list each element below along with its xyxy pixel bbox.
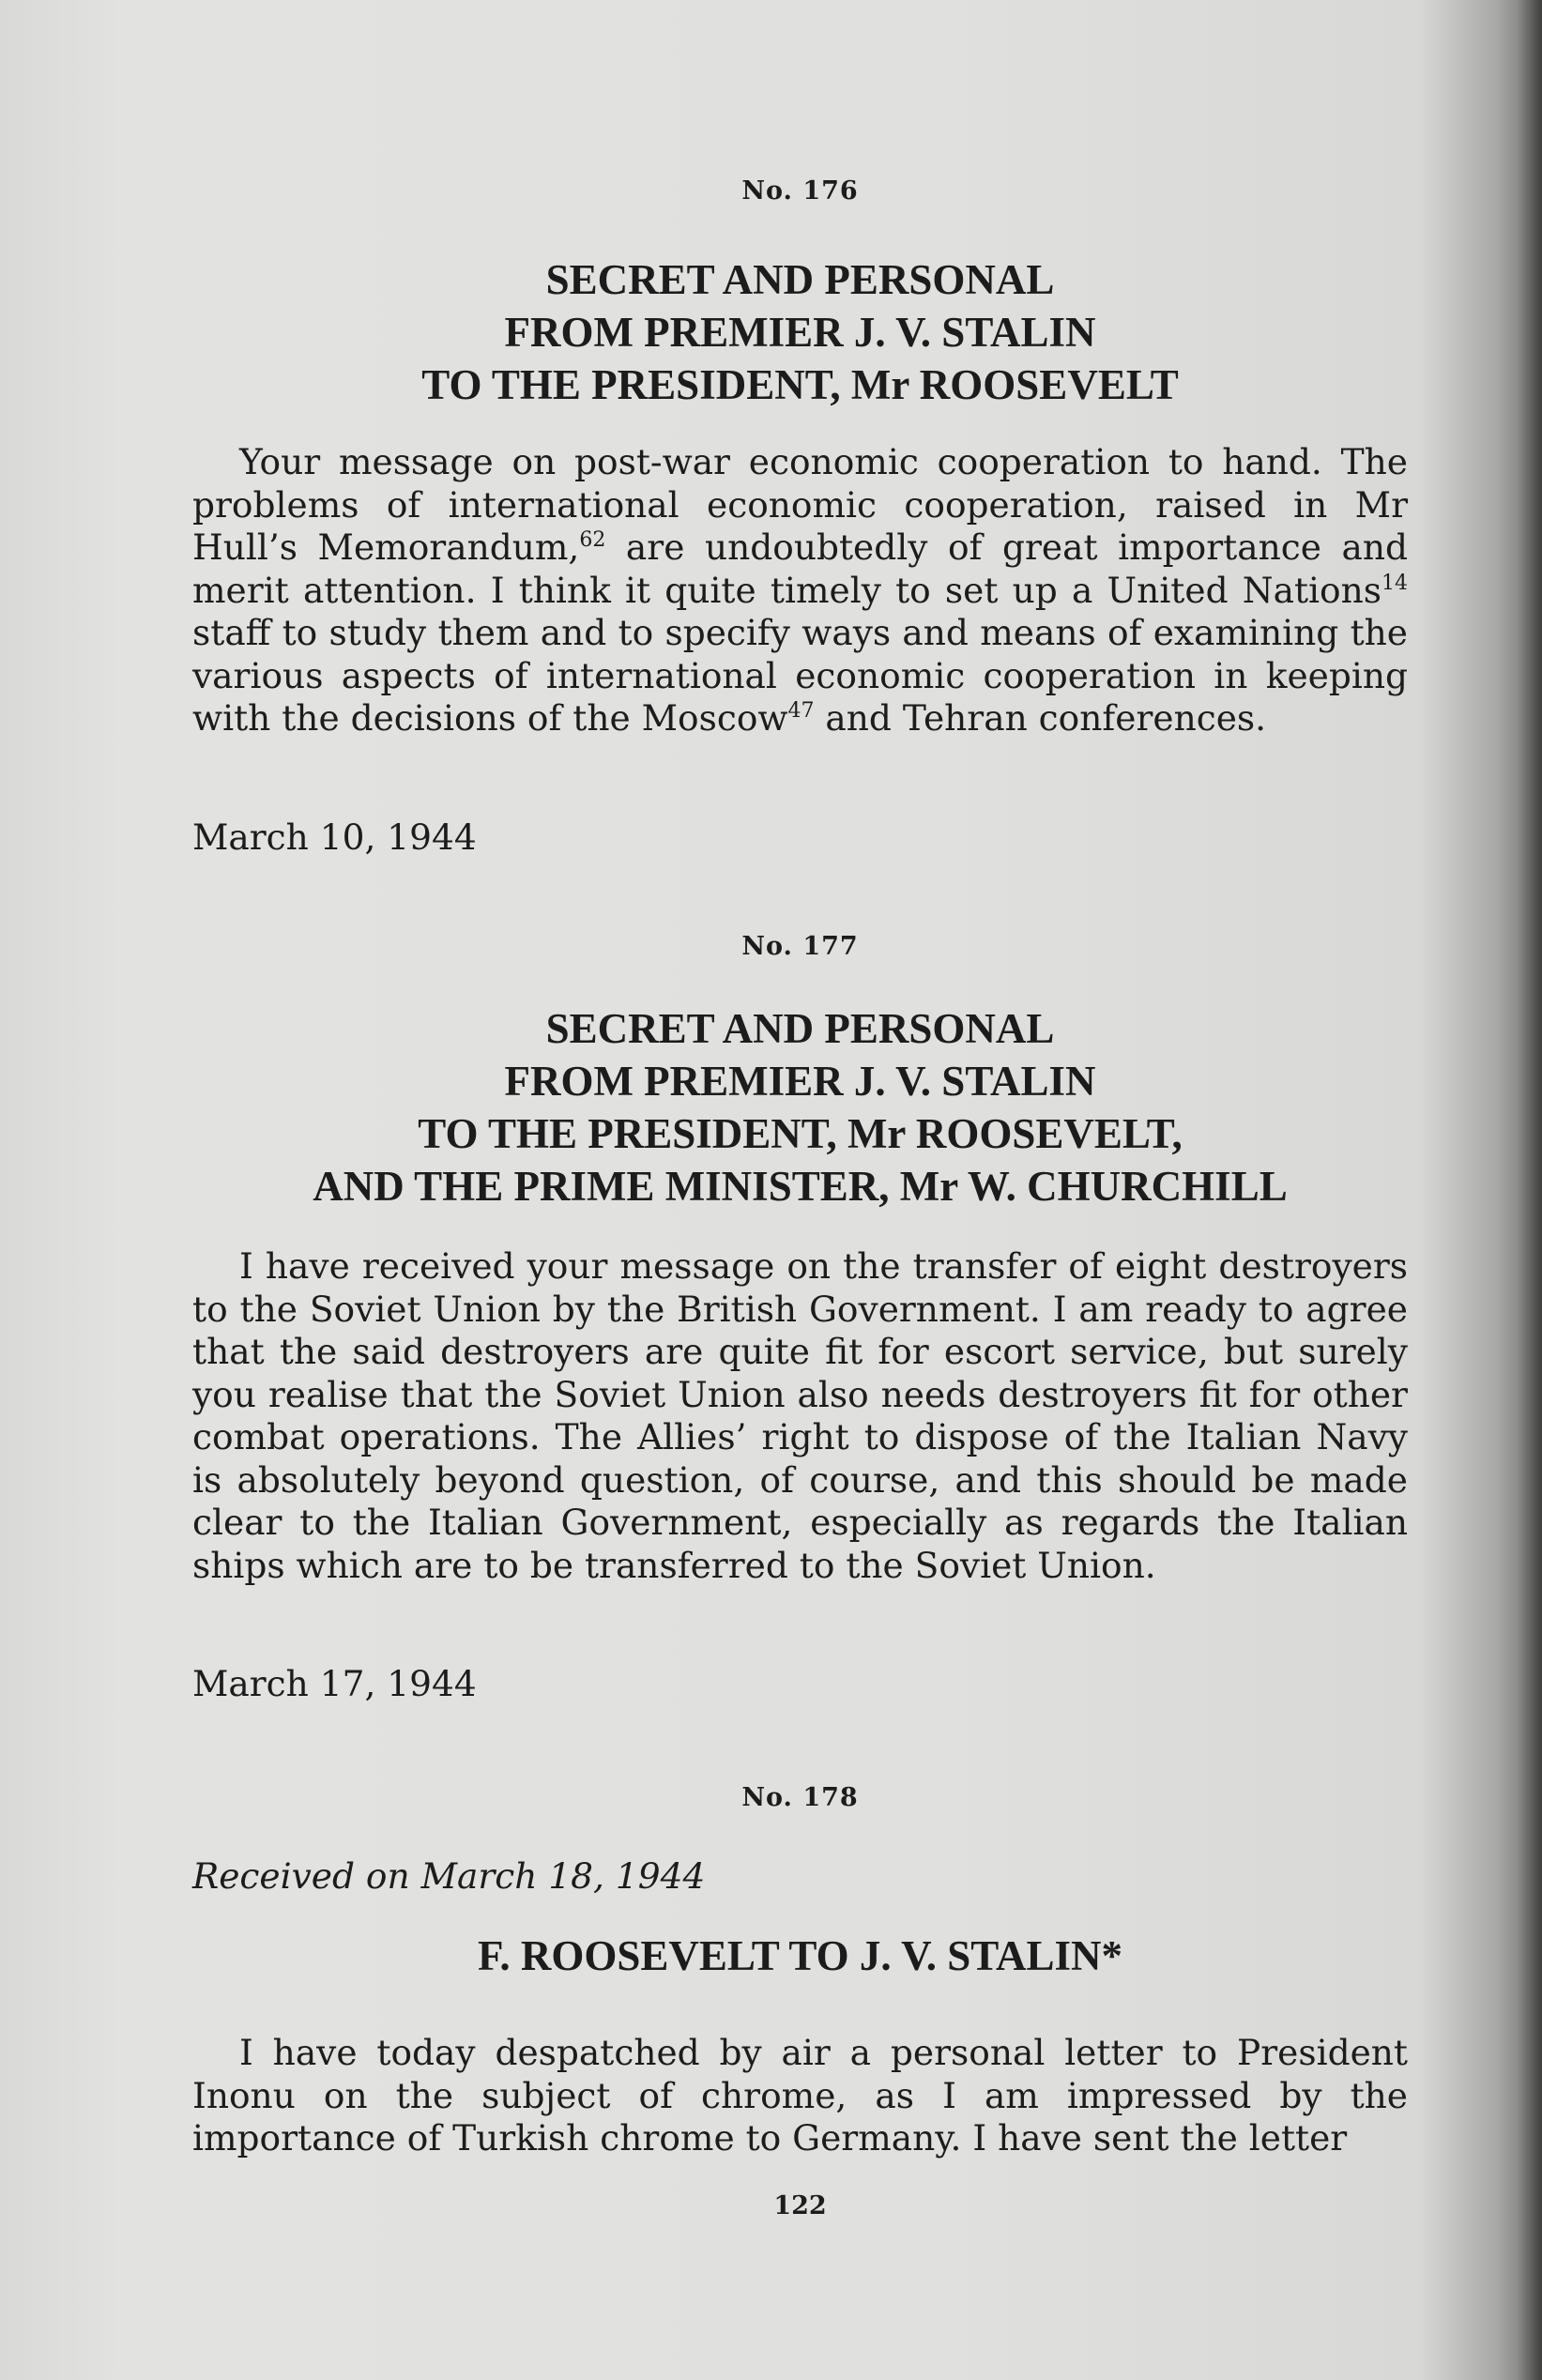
doc-178-body	[192, 2032, 1408, 2160]
doc-number-178: No. 178	[741, 1783, 859, 1812]
book-spine	[1518, 0, 1542, 2380]
doc-number-177: No. 177	[741, 932, 859, 961]
heading-line: FROM PREMIER J. V. STALIN	[504, 309, 1096, 356]
heading-line: SECRET AND PERSONAL	[545, 1005, 1055, 1052]
heading-line: TO THE PRESIDENT, Mr ROOSEVELT,	[418, 1110, 1183, 1157]
heading-line: FROM PREMIER J. V. STALIN	[504, 1058, 1096, 1105]
doc-177-body	[192, 1245, 1408, 1587]
doc-176-heading	[192, 253, 1408, 411]
doc-number-176: No. 176	[741, 176, 859, 206]
heading-line: AND THE PRIME MINISTER, Mr W. CHURCHILL	[313, 1163, 1288, 1210]
doc-176-body	[192, 441, 1408, 740]
heading-line: F. ROOSEVELT TO J. V. STALIN*	[478, 1932, 1122, 1979]
doc-177-date: March 17, 1944	[192, 1663, 477, 1704]
heading-line: TO THE PRESIDENT, Mr ROOSEVELT	[421, 361, 1179, 408]
paragraph: I have today despatched by air a personal letter to President Inonu on the subject of chrome, as I am impressed by the importance of Turkish chrome to Germany. I have sent the letter	[192, 2032, 1408, 2159]
doc-176-date: March 10, 1944	[192, 816, 477, 858]
doc-178-received: Received on March 18, 1944	[192, 1855, 706, 1897]
doc-177-heading	[192, 1002, 1408, 1213]
doc-178-heading	[192, 1930, 1408, 1982]
paragraph: Your message on post-war economic cooperation to hand. The problems of international economic cooperation, raised in Mr Hull’s Memorandum,$^{62}$ are undoubtedly of great importance and merit attention. I think it quite timely to set up a United Nations$^{14}$ staff to study them and to specify ways and means of examining the various aspects of international economic cooperation in keeping with the decisions of the Moscow$^{47}$ and Tehran conferences.	[192, 441, 1408, 739]
page-number: 122	[773, 2191, 827, 2220]
paragraph: I have received your message on the transfer of eight destroyers to the Soviet Union by the British Government. I am ready to agree that the said destroyers are quite fit for escort service, but surely you realise that the Soviet Union also needs destroyers fit for other combat operations. The Allies’ right to dispose of the Italian Navy is absolutely beyond question, of course, and this should be made clear to the Italian Government, especially as regards the Italian ships which are to be transferred to the Soviet Union.	[192, 1245, 1408, 1586]
heading-line: SECRET AND PERSONAL	[545, 256, 1055, 303]
